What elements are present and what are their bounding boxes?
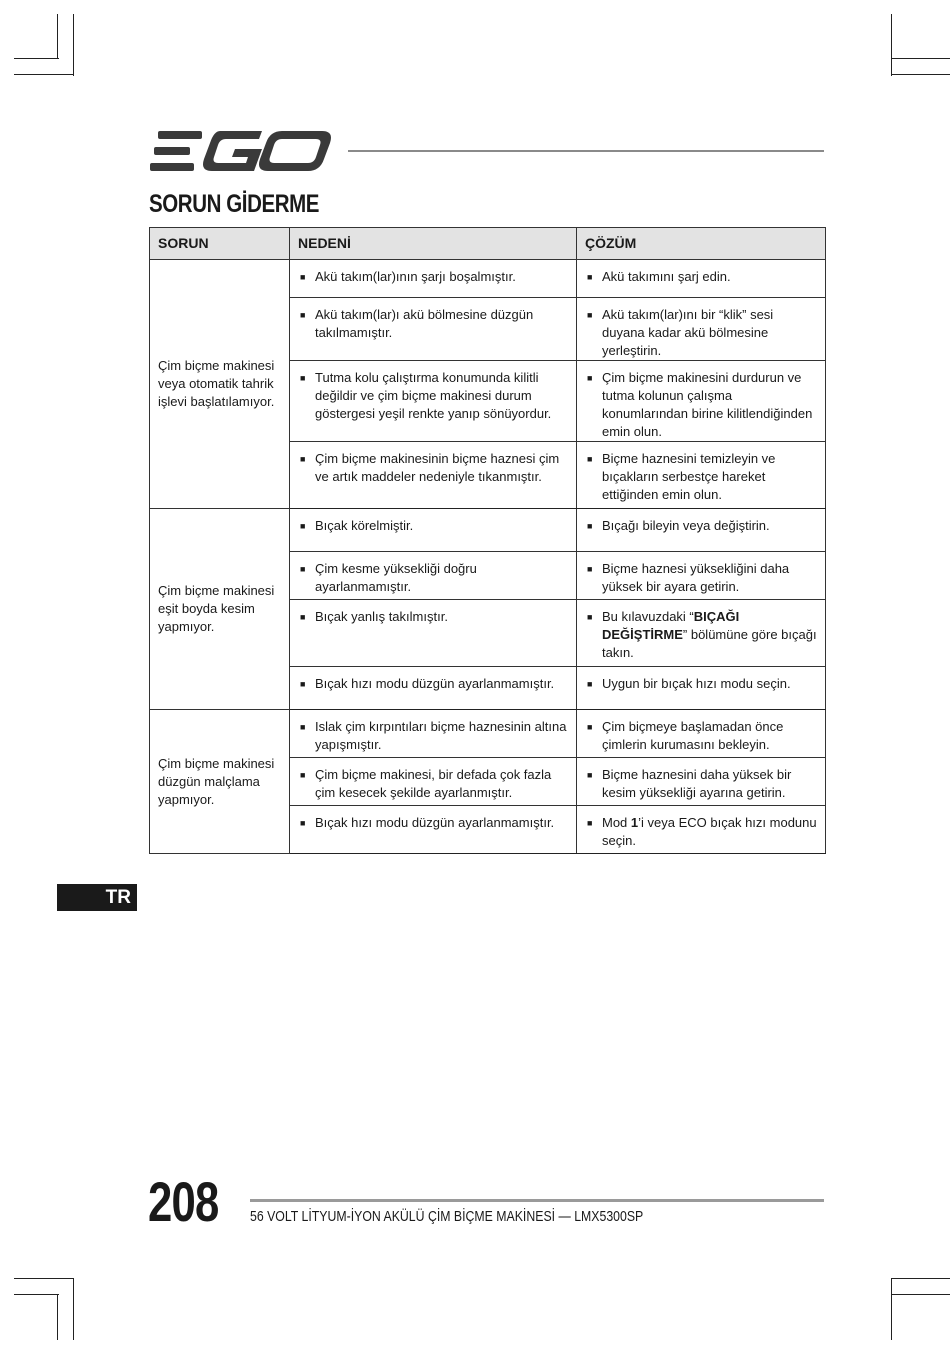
bullet-square-icon: ■ xyxy=(300,612,306,622)
crop-mark xyxy=(891,1294,950,1295)
problem-cell: Çim biçme makinesi veya otomatik tahrik işlevi başlatılamıyor. xyxy=(150,260,290,509)
footer-rule xyxy=(250,1199,824,1202)
bullet-square-icon: ■ xyxy=(300,818,306,828)
table-header-row xyxy=(150,228,826,260)
solution-cell: ■ Çim biçme makinesini durdurun ve tutma kolunun çalışma konumlarından birine kilitlendiğinden emin olun. xyxy=(577,361,826,442)
table-row xyxy=(150,260,826,298)
crop-mark xyxy=(14,58,59,59)
bullet-square-icon: ■ xyxy=(300,272,306,282)
page-number: 208 xyxy=(148,1170,219,1233)
bullet-square-icon: ■ xyxy=(300,310,306,320)
solution-cell: ■ Uygun bir bıçak hızı modu seçin. xyxy=(577,667,826,710)
cause-cell: ■ Akü takım(lar)ı akü bölmesine düzgün takılmamıştır. xyxy=(290,298,577,361)
solution-cell: ■ Biçme haznesi yüksekliğini daha yüksek bir ayara getirin. xyxy=(577,552,826,600)
crop-mark xyxy=(891,14,892,76)
solution-cell: ■ Biçme haznesini daha yüksek bir kesim yüksekliği ayarına getirin. xyxy=(577,758,826,806)
cause-cell: ■ Akü takım(lar)ının şarjı boşalmıştır. xyxy=(290,260,577,298)
bullet-square-icon: ■ xyxy=(587,722,593,732)
crop-mark xyxy=(14,1278,74,1279)
table-row xyxy=(150,509,826,552)
troubleshooting-table xyxy=(149,227,826,854)
bullet-square-icon: ■ xyxy=(300,770,306,780)
table-row xyxy=(150,710,826,758)
page-title: SORUN GİDERME xyxy=(149,190,320,218)
footer-text: 56 VOLT LİTYUM-İYON AKÜLÜ ÇİM BİÇME MAKİNESİ — LMX5300SP xyxy=(250,1208,644,1225)
column-header-problem: SORUN xyxy=(150,228,290,260)
language-tab: TR xyxy=(57,884,137,911)
crop-mark xyxy=(73,1278,74,1340)
bullet-square-icon: ■ xyxy=(587,770,593,780)
bullet-square-icon: ■ xyxy=(587,272,593,282)
solution-cell: ■ Çim biçmeye başlamadan önce çimlerin kurumasını bekleyin. xyxy=(577,710,826,758)
crop-mark xyxy=(891,1278,950,1279)
solution-cell: ■ Mod 1’i veya ECO bıçak hızı modunu seçin. xyxy=(577,806,826,854)
cause-cell: ■ Bıçak hızı modu düzgün ayarlanmamıştır. xyxy=(290,806,577,854)
bullet-square-icon: ■ xyxy=(587,454,593,464)
crop-mark xyxy=(73,14,74,76)
bullet-square-icon: ■ xyxy=(587,612,593,622)
bullet-square-icon: ■ xyxy=(300,454,306,464)
cause-cell: ■ Çim biçme makinesi, bir defada çok fazla çim kesecek şekilde ayarlanmıştır. xyxy=(290,758,577,806)
cause-cell: ■ Bıçak hızı modu düzgün ayarlanmamıştır. xyxy=(290,667,577,710)
cause-cell: ■ Tutma kolu çalıştırma konumunda kilitli değildir ve çim biçme makinesi durum göstergesi yeşil renkte yanıp sönüyordur. xyxy=(290,361,577,442)
solution-cell: ■ Bıçağı bileyin veya değiştirin. xyxy=(577,509,826,552)
column-header-cause: NEDENİ xyxy=(290,228,577,260)
header-rule xyxy=(348,150,824,152)
bullet-square-icon: ■ xyxy=(587,373,593,383)
cause-cell: ■ Bıçak yanlış takılmıştır. xyxy=(290,600,577,667)
crop-mark xyxy=(891,1278,892,1340)
bullet-square-icon: ■ xyxy=(300,722,306,732)
bullet-square-icon: ■ xyxy=(300,373,306,383)
bullet-square-icon: ■ xyxy=(587,679,593,689)
solution-cell: ■ Bu kılavuzdaki “BIÇAĞI DEĞİŞTİRME” bölümüne göre bıçağı takın. xyxy=(577,600,826,667)
solution-cell: ■ Biçme haznesini temizleyin ve bıçakların serbestçe hareket ettiğinden emin olun. xyxy=(577,442,826,509)
bullet-square-icon: ■ xyxy=(587,521,593,531)
solution-cell: ■ Akü takımını şarj edin. xyxy=(577,260,826,298)
bullet-square-icon: ■ xyxy=(300,564,306,574)
crop-mark xyxy=(891,74,950,75)
crop-mark xyxy=(14,1294,59,1295)
cause-cell: ■ Çim biçme makinesinin biçme haznesi çim ve artık maddeler nedeniyle tıkanmıştır. xyxy=(290,442,577,509)
bullet-square-icon: ■ xyxy=(300,521,306,531)
ego-logo xyxy=(150,129,332,173)
cause-cell: ■ Çim kesme yüksekliği doğru ayarlanmamıştır. xyxy=(290,552,577,600)
crop-mark xyxy=(57,14,58,59)
crop-mark xyxy=(57,1294,58,1340)
bullet-square-icon: ■ xyxy=(587,818,593,828)
problem-cell: Çim biçme makinesi eşit boyda kesim yapmıyor. xyxy=(150,509,290,710)
cause-cell: ■ Bıçak körelmiştir. xyxy=(290,509,577,552)
bullet-square-icon: ■ xyxy=(587,564,593,574)
crop-mark xyxy=(891,58,950,59)
crop-mark xyxy=(14,74,74,75)
cause-cell: ■ Islak çim kırpıntıları biçme haznesinin altına yapışmıştır. xyxy=(290,710,577,758)
solution-cell: ■ Akü takım(lar)ını bir “klik” sesi duyana kadar akü bölmesine yerleştirin. xyxy=(577,298,826,361)
problem-cell: Çim biçme makinesi düzgün malçlama yapmıyor. xyxy=(150,710,290,854)
bullet-square-icon: ■ xyxy=(587,310,593,320)
bullet-square-icon: ■ xyxy=(300,679,306,689)
column-header-solution: ÇÖZÜM xyxy=(577,228,826,260)
